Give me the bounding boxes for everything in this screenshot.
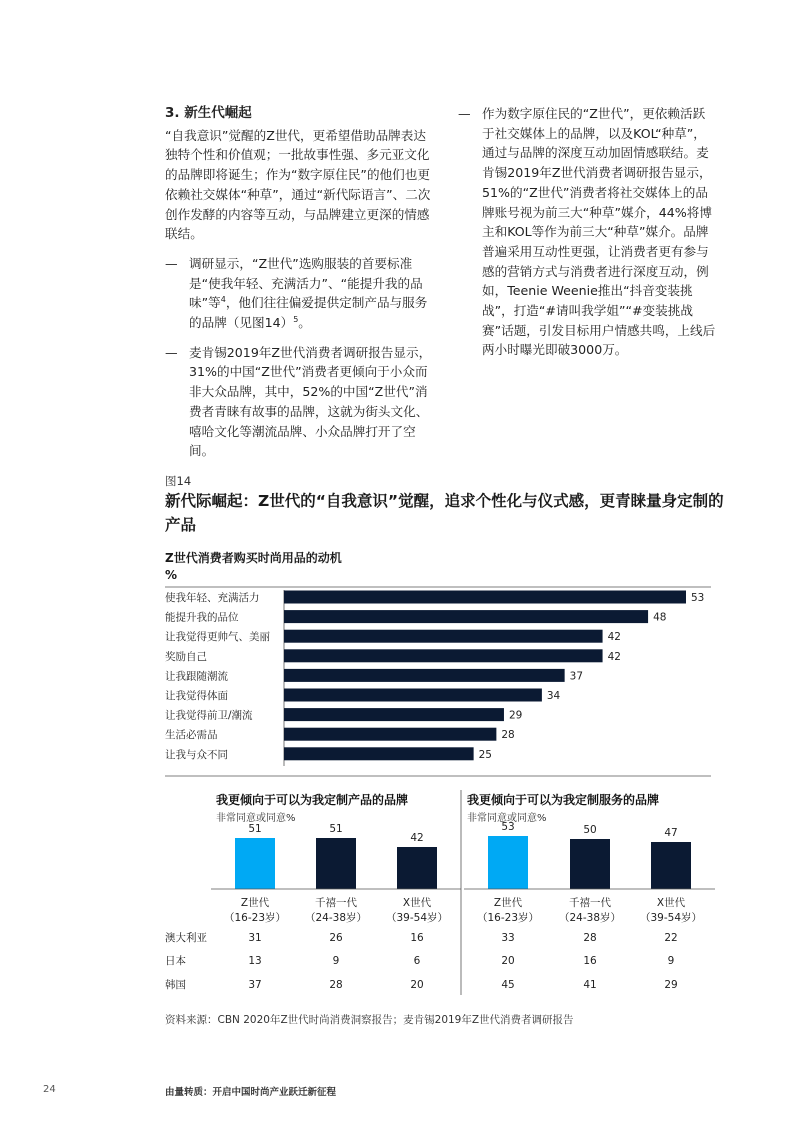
hbar-bar — [284, 728, 496, 741]
hbar-category-label: 让我觉得前卫/潮流 — [165, 709, 253, 722]
hbar-value-label: 28 — [501, 729, 515, 742]
intro-paragraph: “自我意识”觉醒的Z世代，更希望借助品牌表达独特个性和价值观；一批故事性强、多元亚文化的品牌即将诞生；作为“数字原住民”的他们也更依赖社交媒体“种草”，通过“新代际语言”、二次创作发酵的内容等互动，与品牌建立更深的情感联结。 — [165, 127, 431, 242]
table-cell: 33 — [501, 932, 515, 944]
table-cell: 45 — [501, 979, 515, 991]
hbar-bar — [284, 747, 474, 760]
table-row-label: 日本 — [165, 955, 186, 967]
hbar-value-label: 29 — [508, 709, 523, 722]
column-category-age: （16-23岁） — [223, 912, 287, 924]
chart-title: Z世代消费者购买时尚用品的动机 — [165, 551, 342, 565]
column-category-age: （16-23岁） — [476, 912, 540, 924]
hbar-category-label: 让我觉得体面 — [165, 690, 228, 702]
hbar-value-label: 25 — [478, 748, 492, 761]
table-cell: 31 — [248, 932, 262, 944]
table-cell: 28 — [583, 932, 597, 944]
bullet-text-part: 调研显示，“Z世代”选购服装的首要标准是“使我年轻、充满活力”、“能提升我的品味”等 — [189, 255, 423, 311]
table-cell: 41 — [583, 979, 597, 991]
column-bar — [488, 836, 528, 889]
table-row-label: 韩国 — [165, 979, 186, 991]
bullet-text-part: 。 — [298, 315, 311, 331]
bullet-dash: — — [458, 106, 471, 121]
hbar-value-label: 34 — [546, 690, 561, 702]
hbar-value-label: 37 — [569, 670, 584, 683]
column-value-label: 51 — [248, 823, 262, 835]
column-bar — [651, 842, 691, 889]
hbar-category-label: 使我年轻、充满活力 — [165, 592, 260, 604]
table-cell: 26 — [329, 932, 343, 944]
column-bar — [235, 838, 275, 889]
panel-products — [165, 792, 461, 991]
table-cell: 9 — [667, 955, 675, 967]
hbar-category-label: 生活必需品 — [165, 729, 218, 742]
column-category-label: 千禧一代 — [569, 897, 611, 909]
column-value-label: 51 — [329, 823, 343, 835]
hbar-bar — [284, 610, 648, 623]
bullet-dash: — — [165, 255, 178, 271]
table-cell: 13 — [248, 955, 262, 967]
table-cell: 20 — [410, 979, 424, 991]
hbar-value-label: 48 — [653, 611, 667, 624]
hbar-bar — [284, 708, 504, 721]
hbar-category-label: 能提升我的品位 — [165, 611, 239, 624]
hbar-value-label: 42 — [607, 650, 621, 663]
table-row-label: 澳大利亚 — [165, 932, 207, 944]
figure-label: 图14 — [165, 474, 192, 488]
column-category-label: 千禧一代 — [315, 897, 357, 909]
footnote-ref: 5 — [293, 314, 299, 324]
hbar-category-label: 让我觉得更帅气、美丽 — [165, 631, 270, 644]
column-category-label: X世代 — [402, 897, 432, 909]
hbar-chart — [165, 591, 704, 761]
bullet-text: 作为数字原住民的“Z世代”，更依赖活跃于社交媒体上的品牌，以及KOL“种草”，通过与品牌的深度互动加固情感联结。麦肯锡2019年Z世代消费者调研报告显示，51%的“Z世代”消费者将社交媒体上的品牌账号视为前三大“种草”媒介，44%将博主和KOL等作为前三大“种草”媒介。品牌普遍采用互动性更强，让消费者更有参与感的营销方式与消费者进行深度互动，例如，Teenie Weenie推出“抖音变装挑战”，打造“#请叫我学姐”“#变装挑战赛”话题，引发目标用户情感共鸣，上线后两小时曝光即破3000万。 — [482, 106, 716, 358]
table-cell: 37 — [248, 979, 262, 991]
bullet-text: 麦肯锡2019年Z世代消费者调研报告显示，31%的中国“Z世代”消费者更倾向于小众而非大众品牌，其中，52%的中国“Z世代”消费者青睐有故事的品牌，这就为街头文化、嘻哈文化等潮流品牌、小众品牌打开了空间。 — [189, 344, 432, 459]
table-cell: 20 — [501, 955, 515, 967]
table-cell: 29 — [664, 979, 678, 991]
section-title: 3. 新生代崛起 — [165, 105, 252, 121]
column-bar — [570, 839, 610, 889]
table-cell: 6 — [413, 955, 421, 967]
table-cell: 9 — [332, 955, 340, 967]
column-category-age: （39-54岁） — [639, 912, 703, 924]
hbar-bar — [284, 630, 603, 643]
bullet-dash: — — [165, 344, 178, 360]
hbar-value-label: 42 — [607, 631, 621, 644]
panel-title: 我更倾向于可以为我定制产品的品牌 — [216, 793, 409, 807]
column-value-label: 42 — [410, 832, 424, 844]
column-category-age: （39-54岁） — [385, 912, 449, 924]
hbar-category-label: 让我跟随潮流 — [165, 670, 228, 683]
figure-title: 新代际崛起：Z世代的“自我意识”觉醒，追求个性化与仪式感，更青睐量身定制的产品 — [165, 492, 724, 534]
table-cell: 16 — [410, 932, 424, 944]
column-bar — [397, 847, 437, 889]
column-value-label: 50 — [583, 824, 597, 836]
table-cell: 22 — [664, 932, 678, 944]
table-cell: 28 — [329, 979, 343, 991]
column-category-age: （24-38岁） — [558, 912, 622, 924]
column-value-label: 53 — [501, 821, 515, 833]
footer-title: 由量转质：开启中国时尚产业跃迁新征程 — [165, 1087, 337, 1098]
panel-services — [464, 792, 715, 991]
hbar-bar — [284, 689, 542, 702]
hbar-category-label: 奖励自己 — [165, 650, 207, 663]
bullet-text-part: ，他们往往偏爱提供定制产品与服务的品牌（见图14） — [189, 295, 428, 331]
column-category-label: Z世代 — [493, 897, 523, 909]
column-category-label: X世代 — [656, 897, 686, 909]
hbar-bar — [284, 591, 686, 604]
page-number: 24 — [43, 1084, 56, 1095]
source-note: 资料来源：CBN 2020年Z世代时尚消费洞察报告；麦肯锡2019年Z世代消费者调研报告 — [165, 1014, 574, 1026]
column-bar — [316, 838, 356, 889]
footnote-ref: 4 — [220, 295, 226, 305]
hbar-category-label: 让我与众不同 — [165, 748, 228, 761]
panel-title: 我更倾向于可以为我定制服务的品牌 — [467, 793, 660, 807]
hbar-bar — [284, 649, 603, 662]
hbar-value-label: 53 — [691, 592, 705, 604]
chart-unit: % — [165, 568, 178, 582]
panel-subtitle: 非常同意或同意% — [216, 813, 296, 824]
hbar-bar — [284, 669, 565, 682]
column-value-label: 47 — [664, 827, 678, 839]
column-category-age: （24-38岁） — [304, 912, 368, 924]
panel-subtitle: 非常同意或同意% — [467, 813, 547, 824]
column-category-label: Z世代 — [240, 897, 270, 909]
table-cell: 16 — [583, 955, 597, 967]
